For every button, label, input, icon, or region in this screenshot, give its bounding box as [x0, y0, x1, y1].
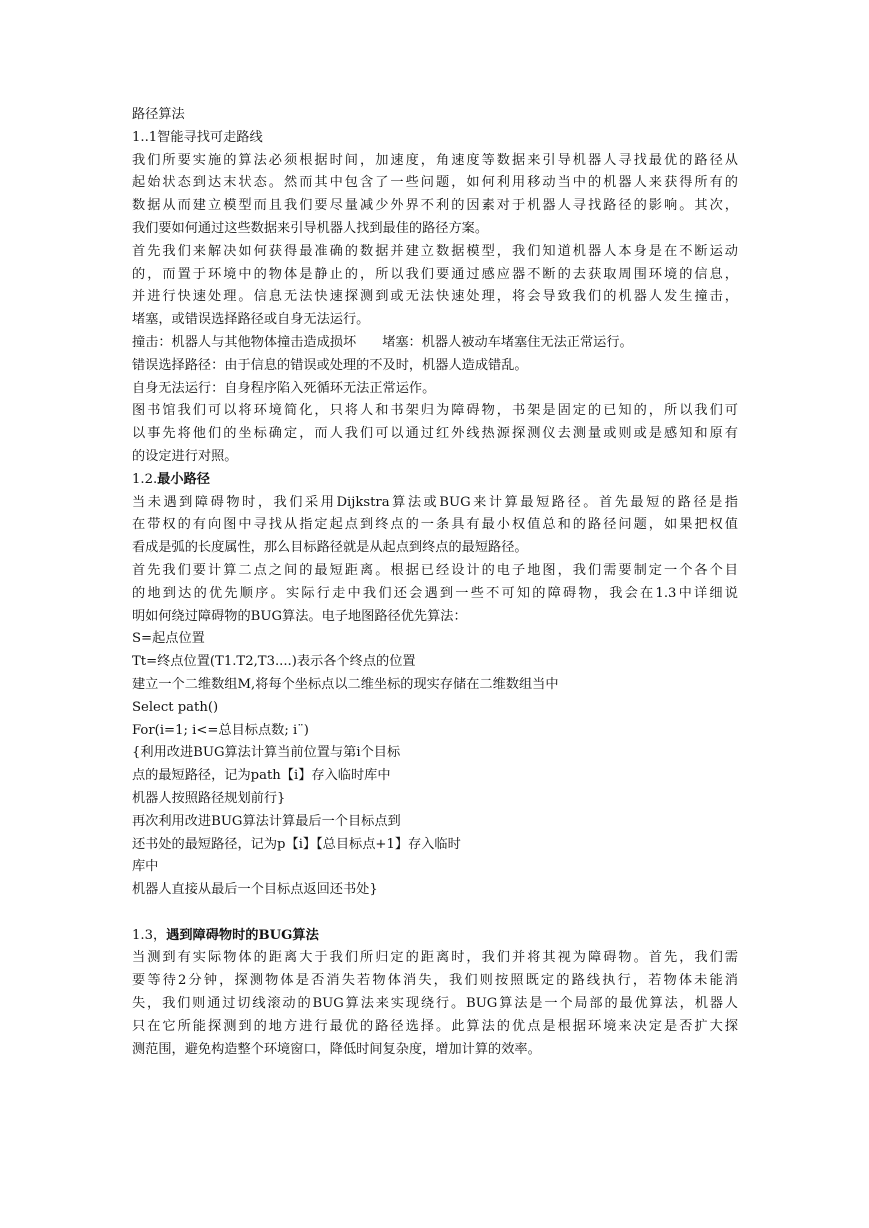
paragraph-priority — [132, 560, 738, 628]
section-title: 遇到障碍物时的BUG算法 — [166, 927, 319, 943]
wrong-path-definition: 错误选择路径：由于信息的错误或处理的不及时，机器人造成错乱。 — [132, 357, 528, 373]
paragraph-line: 当测到有实际物体的距离大于我们所归定的距离时，我们并将其视为障碍物。首先，我们需 — [132, 950, 738, 966]
paragraph-data-acquisition — [132, 241, 738, 332]
section-number: 1.3， — [132, 927, 167, 943]
algorithm-line: 库中 — [132, 859, 159, 875]
algorithm-line: 再次利用改进BUG算法计算最后一个目标点到 — [132, 813, 401, 829]
collision-definition: 撞击：机器人与其他物体撞击造成损坏 — [132, 334, 357, 350]
algorithm-line: Tt=终点位置(T1.T2,T3....)表示各个终点的位置 — [132, 654, 416, 670]
paragraph-line: 首先我们要计算二点之间的最短距离。根据已经设计的电子地图，我们需要制定一个各个目 — [132, 562, 738, 578]
paragraph-line: 的地到达的优先顺序。实际行走中我们还会遇到一些不可知的障碍物，我会在1.3中详细说 — [132, 585, 738, 601]
paragraph-line: 并进行快速处理。信息无法快速探测到或无法快速处理，将会导致我们的机器人发生撞击， — [132, 289, 738, 305]
paragraph-line: 失，我们则通过切线滚动的BUG算法来实现绕行。BUG算法是一个局部的最优算法，机器人 — [132, 996, 738, 1012]
section-1-3-heading — [132, 925, 738, 948]
paragraph-line: 只在它所能探测到的地方进行最优的路径选择。此算法的优点是根据环境来决定是否扩大探 — [132, 1018, 738, 1034]
algorithm-line: 建立一个二维数组M,将每个坐标点以二维坐标的现实存储在二维数组当中 — [132, 676, 559, 692]
paragraph-line: 明如何绕过障碍物的BUG算法。电子地图路径优先算法： — [132, 608, 467, 624]
algorithm-line: S=起点位置 — [132, 631, 205, 647]
paragraph-line: 数据从而建立模型而且我们要尽量减少外界不利的因素对于机器人寻找路径的影响。其次， — [132, 198, 738, 214]
paragraph-line: 图书馆我们可以将环境简化，只将人和书架归为障碍物，书架是固定的已知的，所以我们可 — [132, 403, 738, 419]
algorithm-line: 还书处的最短路径，记为p【i】【总目标点+1】存入临时 — [132, 836, 461, 852]
paragraph-line: 起始状态到达末状态。然而其中包含了一些问题，如何利用移动当中的机器人来获得所有的 — [132, 175, 738, 191]
blockage-definition: 堵塞：机器人被动车堵塞住无法正常运行。 — [382, 334, 633, 350]
paragraph-library-environment — [132, 400, 738, 468]
algorithm-line: 机器人直接从最后一个目标点返回还书处} — [132, 882, 378, 898]
paragraph-line: 要等待2分钟，探测物体是否消失若物体消失，我们则按照既定的路线执行，若物体未能消 — [132, 973, 738, 989]
algorithm-block — [132, 628, 738, 902]
paragraph-line: 首先我们来解决如何获得最准确的数据并建立数据模型，我们知道机器人本身是在不断运动 — [132, 243, 738, 259]
paragraph-line: 看成是弧的长度属性，那么目标路径就是从起点到终点的最短路径。 — [132, 540, 528, 556]
paragraph-line: 测范围，避免构造整个环境窗口，降低时间复杂度，增加计算的效率。 — [132, 1041, 541, 1057]
section-number: 1.2. — [132, 471, 158, 487]
paragraph-line: 堵塞，或错误选择路径或自身无法运行。 — [132, 312, 370, 328]
algorithm-line: 点的最短路径，记为path【i】存入临时库中 — [132, 768, 391, 784]
section-1-1-heading: 1..1智能寻找可走路线 — [132, 129, 263, 145]
paragraph-shortest-path — [132, 492, 738, 560]
algorithm-line: 机器人按照路径规划前行} — [132, 790, 286, 806]
paragraph-line: 当未遇到障碍物时，我们采用Dijkstra算法或BUG来计算最短路径。首先最短的路径是指 — [132, 494, 738, 510]
failure-collision-blockage — [132, 332, 738, 355]
blank-line — [132, 902, 738, 925]
algorithm-line: Select path() — [132, 699, 219, 715]
document-page — [132, 104, 738, 1061]
paragraph-intro — [132, 150, 738, 241]
paragraph-line: 在带权的有向图中寻找从指定起点到终点的一条具有最小权值总和的路径问题，如果把权值 — [132, 517, 738, 533]
paragraph-line: 我们所要实施的算法必须根据时间，加速度，角速度等数据来引导机器人寻找最优的路径从 — [132, 152, 738, 168]
section-1-2-heading — [132, 469, 738, 492]
paragraph-line: 的设定进行对照。 — [132, 448, 238, 464]
paragraph-line: 以事先将他们的坐标确定，而人我们可以通过红外线热源探测仪去测量或则或是感知和原有 — [132, 426, 738, 442]
doc-title: 路径算法 — [132, 107, 185, 122]
paragraph-line: 的，而置于环境中的物体是静止的，所以我们要通过感应器不断的去获取周围环境的信息， — [132, 266, 738, 282]
algorithm-line: {利用改进BUG算法计算当前位置与第i个目标 — [132, 745, 401, 761]
paragraph-line: 我们要如何通过这些数据来引导机器人找到最佳的路径方案。 — [132, 220, 489, 236]
section-title: 最小路径 — [157, 471, 210, 487]
algorithm-line: For(i=1; i<=总目标点数; i¨) — [132, 722, 309, 738]
self-failure-definition: 自身无法运行：自身程序陷入死循环无法正常运作。 — [132, 380, 436, 396]
paragraph-bug-algorithm — [132, 947, 738, 1061]
